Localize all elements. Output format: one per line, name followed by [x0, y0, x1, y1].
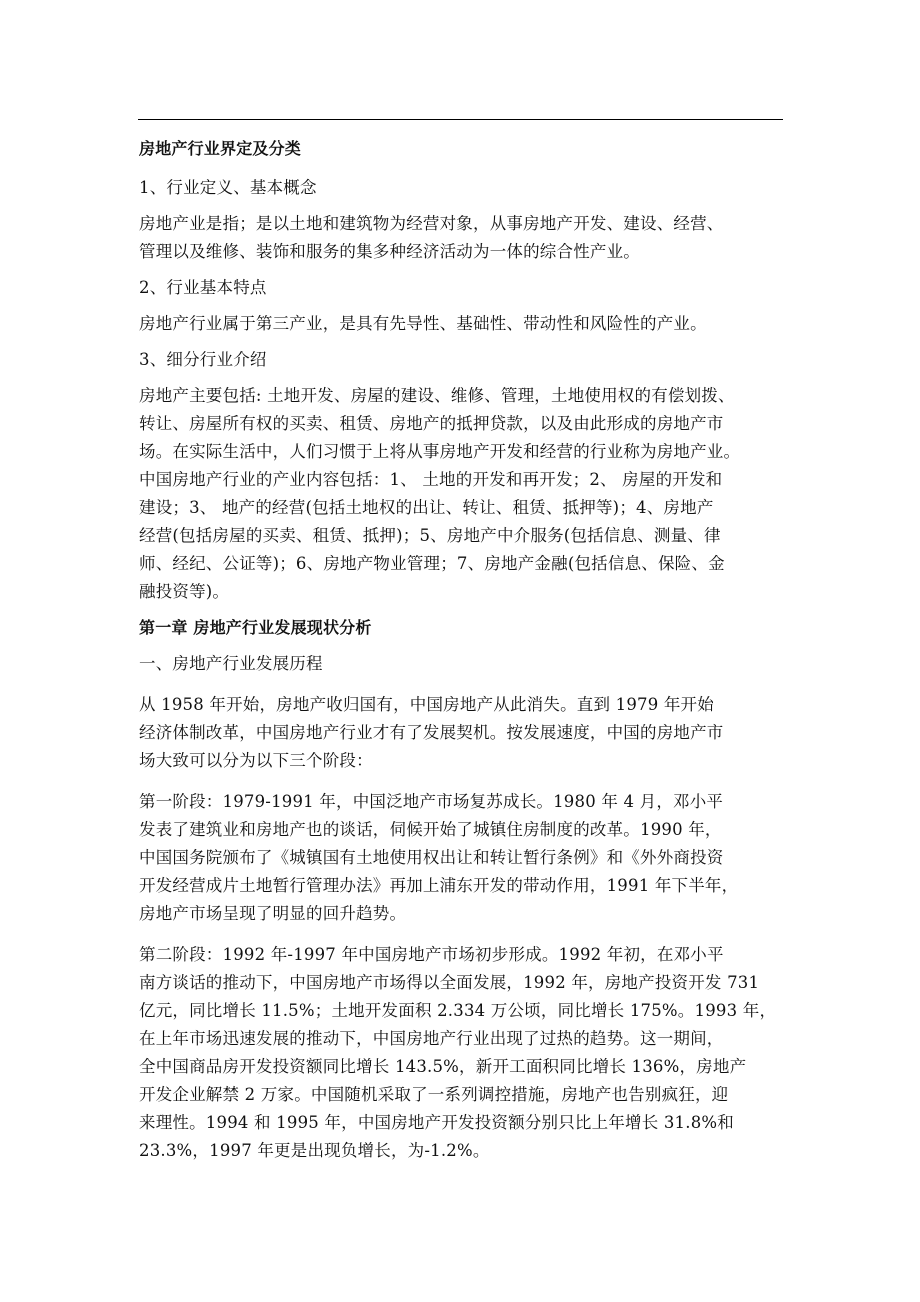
paragraph-line: 中国房地产行业的产业内容包括：1、 土地的开发和再开发；2、 房屋的开发和 [139, 470, 723, 489]
paragraph-line: 房地产业是指；是以土地和建筑物为经营对象，从事房地产开发、建设、经营、 [139, 214, 724, 233]
document-body [139, 135, 791, 1165]
paragraph-line: 从 1958 年开始，房地产收归国有，中国房地产从此消失。直到 1979 年开始 [139, 695, 714, 714]
paragraph-line: 师、经纪、公证等)；6、房地产物业管理；7、房地产金融(包括信息、保险、金 [139, 554, 725, 573]
paragraph-line: 场。在实际生活中，人们习惯于上将从事房地产开发和经营的行业称为房地产业。 [139, 442, 741, 461]
paragraph-line: 南方谈话的推动下，中国房地产市场得以全面发展，1992 年，房地产投资开发 731 [139, 973, 760, 992]
section-heading-features: 2、行业基本特点 [139, 278, 267, 297]
paragraph-line: 第二阶段：1992 年-1997 年中国房地产市场初步形成。1992 年初，在邓小平 [139, 945, 724, 964]
paragraph-line: 第一阶段：1979-1991 年，中国泛地产市场复苏成长。1980 年 4 月，邓小平 [139, 792, 724, 811]
paragraph-line: 转让、房屋所有权的买卖、租赁、房地产的抵押贷款，以及由此形成的房地产市 [139, 414, 724, 433]
paragraph-line: 融投资等)。 [139, 582, 230, 601]
paragraph-line: 房地产主要包括: 土地开发、房屋的建设、维修、管理，土地使用权的有偿划拨、 [139, 386, 735, 405]
header-rule [138, 119, 783, 120]
paragraph-line: 23.3%，1997 年更是出现负增长，为-1.2%。 [139, 1141, 490, 1160]
section-heading-definition: 1、行业定义、基本概念 [139, 178, 317, 197]
paragraph-line: 来理性。1994 和 1995 年，中国房地产开发投资额分别只比上年增长 31.8%和 [139, 1113, 734, 1132]
paragraph-line: 经营(包括房屋的买卖、租赁、抵押)；5、房地产中介服务(包括信息、测量、律 [139, 526, 721, 545]
document-title: 房地产行业界定及分类 [139, 139, 302, 158]
chapter-heading: 第一章 房地产行业发展现状分析 [139, 618, 372, 637]
paragraph-line: 全中国商品房开发投资额同比增长 143.5%，新开工面积同比增长 136%，房地产 [139, 1057, 747, 1076]
paragraph-line: 中国国务院颁布了《城镇国有土地使用权出让和转让暂行条例》和《外外商投资 [139, 848, 724, 867]
paragraph-line: 亿元，同比增长 11.5%；土地开发面积 2.334 万公顷，同比增长 175%。1993 年， [139, 1001, 777, 1020]
paragraph-line: 发表了建筑业和房地产也的谈话，伺候开始了城镇住房制度的改革。1990 年， [139, 820, 722, 839]
paragraph-line: 管理以及维修、装饰和服务的集多种经济活动为一体的综合性产业。 [139, 242, 640, 261]
paragraph-line: 开发经营成片土地暂行管理办法》再加上浦东开发的带动作用，1991 年下半年， [139, 876, 739, 895]
paragraph-line: 房地产市场呈现了明显的回升趋势。 [139, 904, 407, 923]
paragraph-line: 建设；3、 地产的经营(包括土地权的出让、转让、租赁、抵押等)；4、房地产 [139, 498, 714, 517]
paragraph-line: 场大致可以分为以下三个阶段： [139, 751, 373, 770]
paragraph-line: 在上年市场迅速发展的推动下，中国房地产行业出现了过热的趋势。这一期间， [139, 1029, 724, 1048]
paragraph-line: 开发企业解禁 2 万家。中国随机采取了一系列调控措施，房地产也告别疯狂，迎 [139, 1085, 729, 1104]
chapter-subheading: 一、房地产行业发展历程 [139, 654, 323, 673]
paragraph-line: 房地产行业属于第三产业，是具有先导性、基础性、带动性和风险性的产业。 [139, 314, 707, 333]
paragraph-line: 经济体制改革，中国房地产行业才有了发展契机。按发展速度，中国的房地产市 [139, 723, 724, 742]
section-heading-subsectors: 3、细分行业介绍 [139, 350, 267, 369]
